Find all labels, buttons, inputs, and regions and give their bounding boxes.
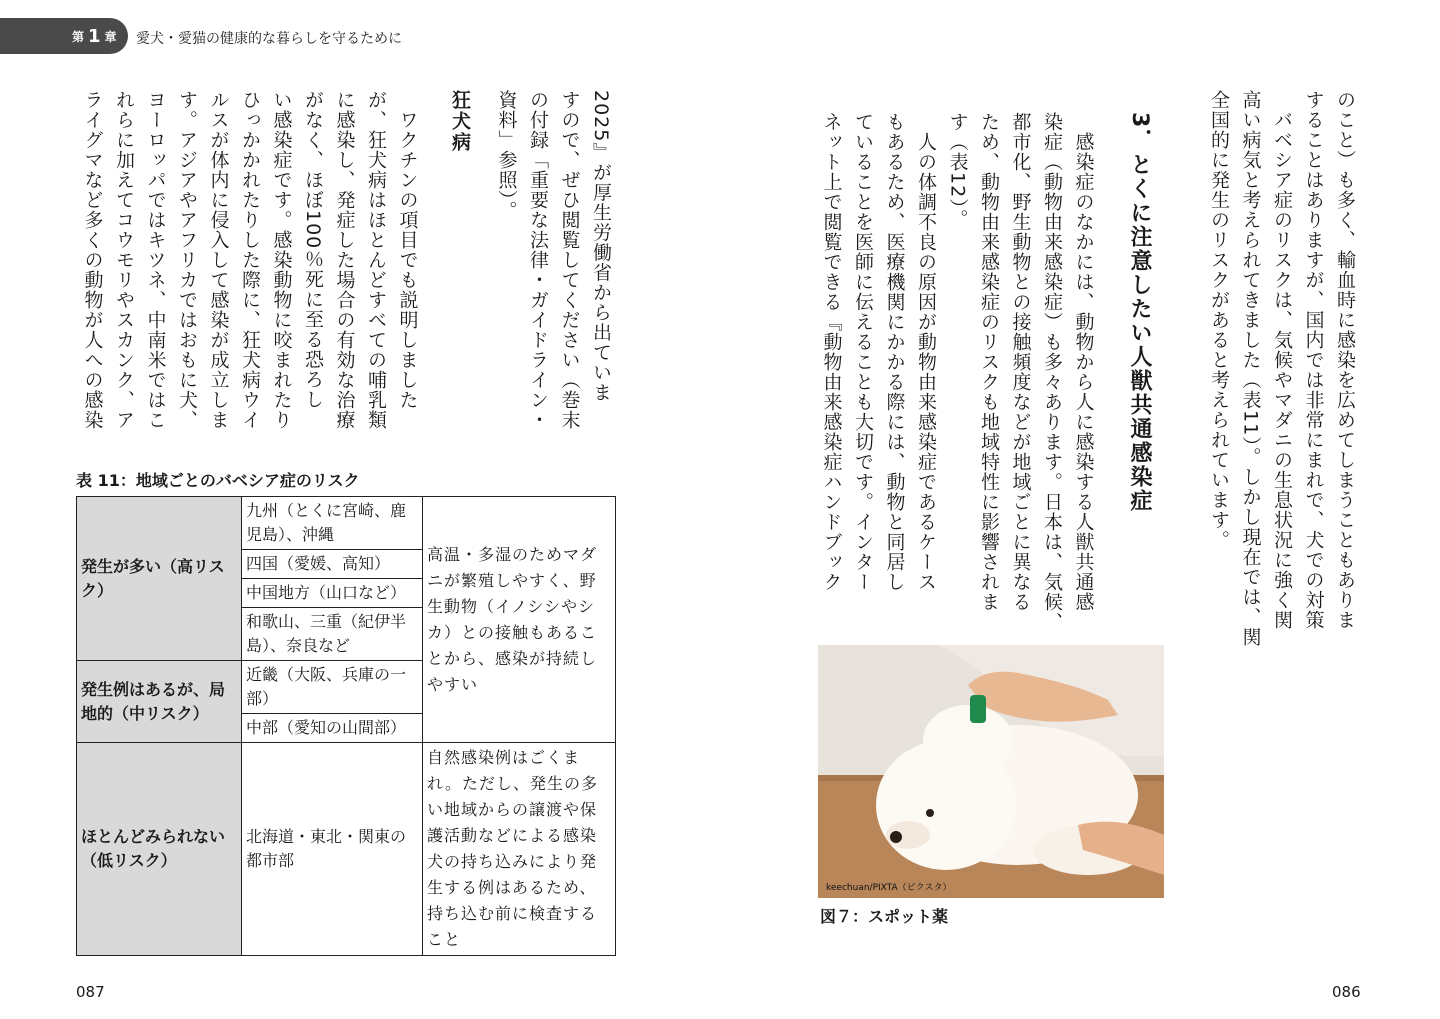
region-cell: 中国地方（山口など）: [242, 579, 423, 608]
figure-caption: 図７：スポット薬: [820, 907, 949, 926]
chapter-tab: [0, 18, 128, 54]
chapter-suffix: 章: [104, 29, 117, 44]
region-cell: 中部（愛知の山間部）: [242, 714, 423, 743]
page-number-left: 087: [76, 983, 105, 1001]
risk-level-mid: 発生例はあるが、局地的（中リスク）: [77, 661, 242, 743]
chapter-number: 1: [88, 25, 101, 47]
risk-note-low: 自然感染例はごくまれ。ただし、発生の多い地域からの譲渡や保護活動などによる感染犬の持ち込みにより発生する例はあるため、持ち込む前に検査すること: [423, 743, 616, 956]
right-body-paragraph1: のこと）も多く、輸血時に感染を広めてしまうこともありま することはありますが、国内では非常にまれで、犬での対策 バベシア症のリスクは、気候やマダニの生息状況に強く関 高い病気と考えられてきました（表11）。しかし現在では、関 全国的に発生のリスクがあると考えられています。: [1208, 90, 1356, 647]
photo-credit: keechuan/PIXTA（ピクスタ）: [826, 883, 952, 893]
section-heading: 3．とくに注意したい人獣共通感染症: [1127, 112, 1152, 514]
right-body-paragraph2: 感染症のなかには、動物から人に感染する人獣共通感 染症（動物由来感染症）も多々あります。日本は、気候、 都市化、野生動物との接触頻度などが地域ごとに異なる ため、動物由来感染症のリスクも地域特性に影響されま す（表12）。 人の体調不良の原因が動物由来感染症であるケース もあるため、医療機関にかかる際には、動物と同居し ていることを医師に伝えることも大切です。インター ネット上で閲覧できる『動物由来感染症ハンドブック: [820, 112, 1095, 632]
risk-note-high-mid: 高温・多湿のためマダニが繁殖しやすく、野生動物（イノシシやシカ）との接触もあることから、感染が持続しやすい: [423, 497, 616, 743]
table-caption: 表 11：地域ごとのバベシア症のリスク: [76, 471, 360, 490]
region-cell: 和歌山、三重（紀伊半島）、奈良など: [242, 608, 423, 661]
risk-level-high: 発生が多い（高リスク）: [77, 497, 242, 661]
table-row: [77, 743, 616, 956]
region-cell: 四国（愛媛、高知）: [242, 550, 423, 579]
left-body-paragraph2: ワクチンの項目でも説明しました が、狂犬病はほとんどすべての哺乳類 に感染し、発症した場合の有効な治療 がなく、ほぼ100％死に至る恐ろし い感染症です。感染動物に咬まれたり ひっかかれたりした際に、狂犬病ウイ ルスが体内に侵入して感染が成立しま す。アジアやアフリカではおもに犬、 ヨーロッパではキツネ、中南米ではこ れらに加えてコウモリやスカンク、ア ライグマなど多くの動物が人への感染: [81, 90, 419, 430]
risk-level-low: ほとんどみられない（低リスク）: [77, 743, 242, 956]
table-row: [77, 497, 616, 550]
region-cell: 九州（とくに宮崎、鹿児島）、沖縄: [242, 497, 423, 550]
subheading-rabies: 狂犬病: [449, 90, 471, 153]
region-cell: 近畿（大阪、兵庫の一部）: [242, 661, 423, 714]
chapter-prefix: 第: [72, 29, 85, 44]
left-body-paragraph1: 2025』が厚生労働省から出ていま すので、ぜひ閲覧してください（巻末 の付録「重要な法律・ガイドライン・ 資料」参照）。: [495, 90, 612, 430]
page-number-right: 086: [1332, 983, 1361, 1001]
babesia-risk-table: [76, 496, 616, 956]
spot-treatment-photo: [818, 645, 1164, 898]
region-cell: 北海道・東北・関東の都市部: [242, 743, 423, 956]
running-header-title: 愛犬・愛猫の健康的な暮らしを守るために: [136, 31, 402, 47]
